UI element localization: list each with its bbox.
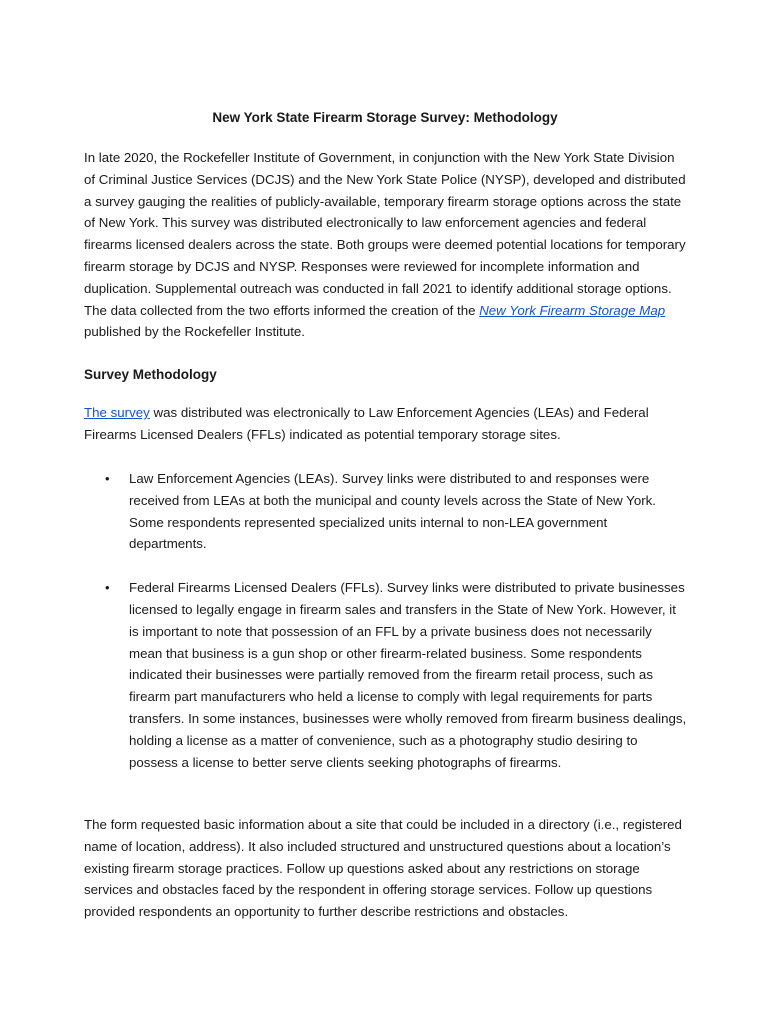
bullet-list — [84, 468, 688, 773]
list-item — [84, 468, 688, 555]
survey-paragraph-text: was distributed was electronically to Law Enforcement Agencies (LEAs) and Federal Firearms Licensed Dealers (FFLs) indicated as potential temporary storage sites. — [84, 405, 649, 442]
document-title: New York State Firearm Storage Survey: Methodology — [212, 110, 558, 125]
list-item — [84, 577, 688, 773]
bullet-icon: • — [105, 471, 110, 486]
survey-paragraph — [84, 402, 688, 446]
bullet-icon: • — [105, 580, 110, 596]
closing-paragraph: The form requested basic information about a site that could be included in a directory (i.e., registered name of location, address). It also included structured and unstructured questions about a location’s existing firearm storage practices. Follow up questions asked about any restrictions on storage services and obstacles faced by the respondent in offering storage services. Follow up questions provided respondents an opportunity to further describe restrictions and obstacles. — [84, 817, 682, 920]
section-heading: Survey Methodology — [84, 367, 217, 382]
storage-map-link[interactable]: New York Firearm Storage Map — [479, 302, 666, 318]
bullet-text-lea: Law Enforcement Agencies (LEAs). Survey links were distributed to and responses were received from LEAs at both the municipal and county levels across the State of New York. Some respondents represented specialized units internal to non-LEA government departments. — [129, 471, 656, 552]
survey-link[interactable]: The survey — [84, 405, 150, 420]
intro-text-end: published by the Rockefeller Institute. — [84, 324, 306, 340]
intro-text: In late 2020, the Rockefeller Institute of Government, in conjunction with the New York State Division of Criminal Justice Services (DCJS) and the New York State Police (NYSP), developed and distributed a survey gauging the realities of publicly-available, temporary firearm storage options across the state of New York. This survey was distributed electronically to law enforcement agencies and federal firearms licensed dealers across the state. Both groups were deemed potential locations for temporary firearm storage by DCJS and NYSP. Responses were reviewed for incomplete information and duplication. Supplemental outreach was conducted in fall 2021 to identify additional storage options. The data collected from the two efforts informed the creation of the — [84, 150, 686, 318]
bullet-text-ffl: Federal Firearms Licensed Dealers (FFLs). Survey links were distributed to private businesses licensed to legally engage in firearm sales and transfers in the State of New York. However, it is important to note that possession of an FFL by a private business does not necessarily mean that business is a gun shop or other firearm-related business. Some respondents indicated their businesses were partially removed from the firearm retail process, such as firearm part manufacturers who held a license to comply with legal requirements for parts transfers. In some instances, businesses were wholly removed from firearm business dealings, holding a license as a matter of convenience, such as a photography studio desiring to possess a license to better serve clients seeking photographs of firearms. — [129, 580, 687, 770]
intro-paragraph — [84, 147, 688, 343]
